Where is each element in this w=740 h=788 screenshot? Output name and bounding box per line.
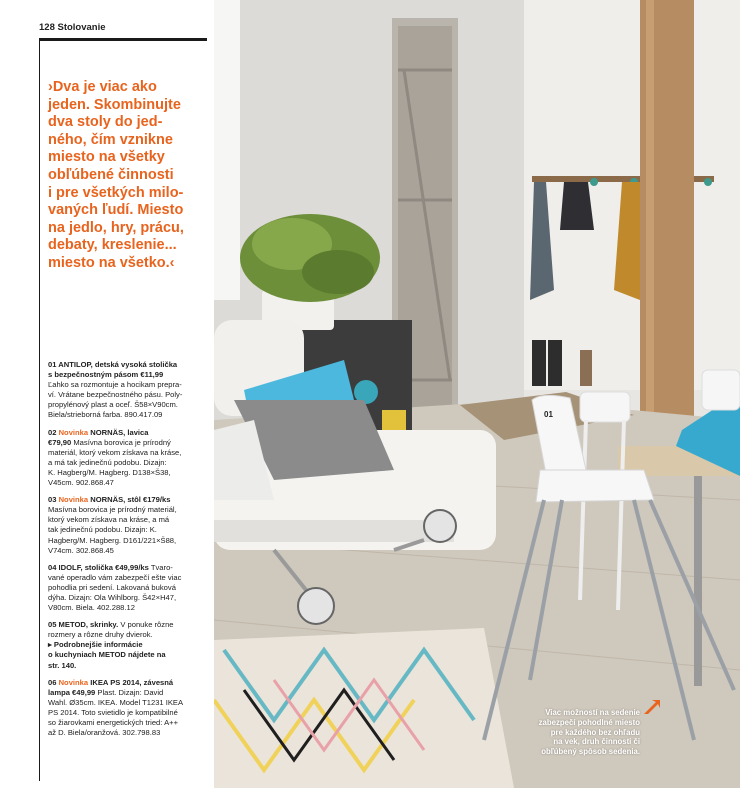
product-title-cont: s bezpečnostným pásom €11,99 (48, 370, 164, 380)
product-desc-line: pohodlia pri sedení. Lakovaná buková (48, 582, 176, 592)
quote-line: i pre všetkých milo- (48, 184, 184, 201)
quote-line: vaných ľudí. Miesto (48, 202, 184, 219)
product-entry-idolf (48, 563, 210, 613)
quote-line: dva stoly do jed- (48, 114, 163, 131)
more-info-text: o kuchyniach METOD nájdete na (48, 650, 166, 660)
quote-line: jeden. Skombinujte (48, 96, 181, 113)
product-entry-metod (48, 620, 210, 670)
product-desc-line: ktorý vekom získava na kráse, a má (48, 515, 170, 525)
more-info-text: str. 140. (48, 660, 77, 670)
product-desc-line: materiál, ktorý vekom získava na kráse, (48, 447, 182, 457)
product-desc-line: až D. Biela/oranžová. 302.798.83 (48, 728, 161, 738)
text-column (0, 0, 214, 788)
product-desc-line: V80cm. Biela. 402.288.12 (48, 603, 135, 613)
header-rule (39, 38, 207, 41)
novinka-badge: Novinka (58, 677, 89, 687)
product-desc-line: Plast. Dizajn: David (97, 687, 164, 697)
orange-arrow-icon (644, 700, 660, 714)
product-desc-line: PS 2014. Toto svietidlo je kompatibilné (48, 707, 178, 717)
product-list (48, 360, 210, 745)
caption-line: pre každého bez ohľadu (550, 727, 640, 737)
product-desc-line: V ponuke rôzne (120, 620, 174, 630)
quote-line: na jedlo, hry, prácu, (48, 219, 184, 236)
product-desc-line: vané operadlo vám zabezpečí ešte viac (48, 572, 182, 582)
product-title-cont: lampa €49,99 (48, 687, 96, 697)
product-desc-line: Tvaro- (150, 562, 173, 572)
more-info-link[interactable]: ▸ Podrobnejšie informácie (48, 640, 143, 650)
product-desc-line: so žiarovkami energetických tried: A++ (48, 718, 178, 727)
product-desc-line: Ľahko sa rozmontuje a hocikam prepra- (48, 380, 182, 390)
product-title: 01 ANTILOP, detská vysoká stolička (48, 360, 178, 369)
quote-line: miesto na všetko.‹ (48, 254, 175, 271)
product-entry-ikea-ps-lamp (48, 678, 210, 739)
product-title: 04 IDOLF, stolička €49,99/ks (48, 562, 149, 572)
item-label-01: 01 (544, 410, 553, 419)
product-desc-line: Wahl. Ø35cm. IKEA. Model T1231 IKEA (48, 697, 184, 707)
product-desc-line: V74cm. 302.868.45 (48, 545, 114, 555)
product-title: NORNÄS, stôl €179/ks (90, 495, 171, 505)
room-illustration (214, 0, 740, 788)
product-desc-line: a má tak jedinečnú podobu. Dizajn: (48, 457, 167, 467)
quote-line: ného, čím vznikne (48, 131, 173, 148)
product-desc-line: rozmery a rôzne druhy dvierok. (48, 630, 153, 640)
caption-line: na vek, druh činnosti či (553, 737, 640, 747)
product-entry-nornas-table (48, 495, 210, 556)
page-number-label: 128 Stolovanie (39, 22, 106, 33)
product-desc-line: tak jedinečnú podobu. Dizajn: K. (48, 525, 157, 535)
product-title: NORNÄS, lavica (90, 427, 149, 437)
pull-quote (48, 79, 208, 273)
product-desc-line: Masívna borovica je prírodný materiál, (48, 505, 177, 515)
quote-line: debaty, kreslenie... (48, 237, 177, 254)
caption-line: zabezpečí pohodlné miesto (538, 717, 640, 727)
quote-line: ›Dva je viac ako (48, 79, 157, 95)
product-desc-line: Hagberg/M. Hagberg. D161/221×Š88, (48, 535, 177, 545)
quote-line: obľúbené činnosti (48, 166, 174, 183)
product-entry-antilop (48, 360, 210, 421)
quote-line: miesto na všetky (48, 149, 165, 166)
novinka-badge: Novinka (58, 427, 89, 437)
product-title: IKEA PS 2014, závesná (90, 677, 174, 687)
room-photo (214, 0, 740, 788)
product-desc-line: propylénový plast a oceľ. Š58×V90cm. (48, 400, 178, 410)
photo-caption (500, 708, 640, 757)
product-entry-nornas-bench (48, 428, 210, 489)
column-divider (39, 41, 40, 781)
caption-line: Viac možností na sedenie (545, 708, 640, 717)
product-price: €79,90 (48, 437, 72, 447)
product-number: 03 (48, 495, 57, 505)
product-desc-line: V45cm. 902.868.47 (48, 478, 114, 488)
product-desc-line: dýha. Dizajn: Ola Wihlborg. Š42×H47, (48, 592, 177, 602)
product-desc-line: Biela/strieborná farba. 890.417.09 (48, 410, 163, 420)
caption-line: obľúbený spôsob sedenia. (541, 747, 640, 757)
product-desc-line: Masívna borovica je prírodný (73, 437, 171, 447)
novinka-badge: Novinka (58, 495, 89, 505)
product-number: 02 (48, 427, 57, 437)
product-number: 06 (48, 677, 57, 687)
product-desc-line: K. Hagberg/M. Hagberg. D138×Š38, (48, 467, 171, 477)
product-title: 05 METOD, skrinky. (48, 620, 119, 630)
product-desc-line: ví. Vrátane bezpečnostného pásu. Poly- (48, 390, 183, 400)
